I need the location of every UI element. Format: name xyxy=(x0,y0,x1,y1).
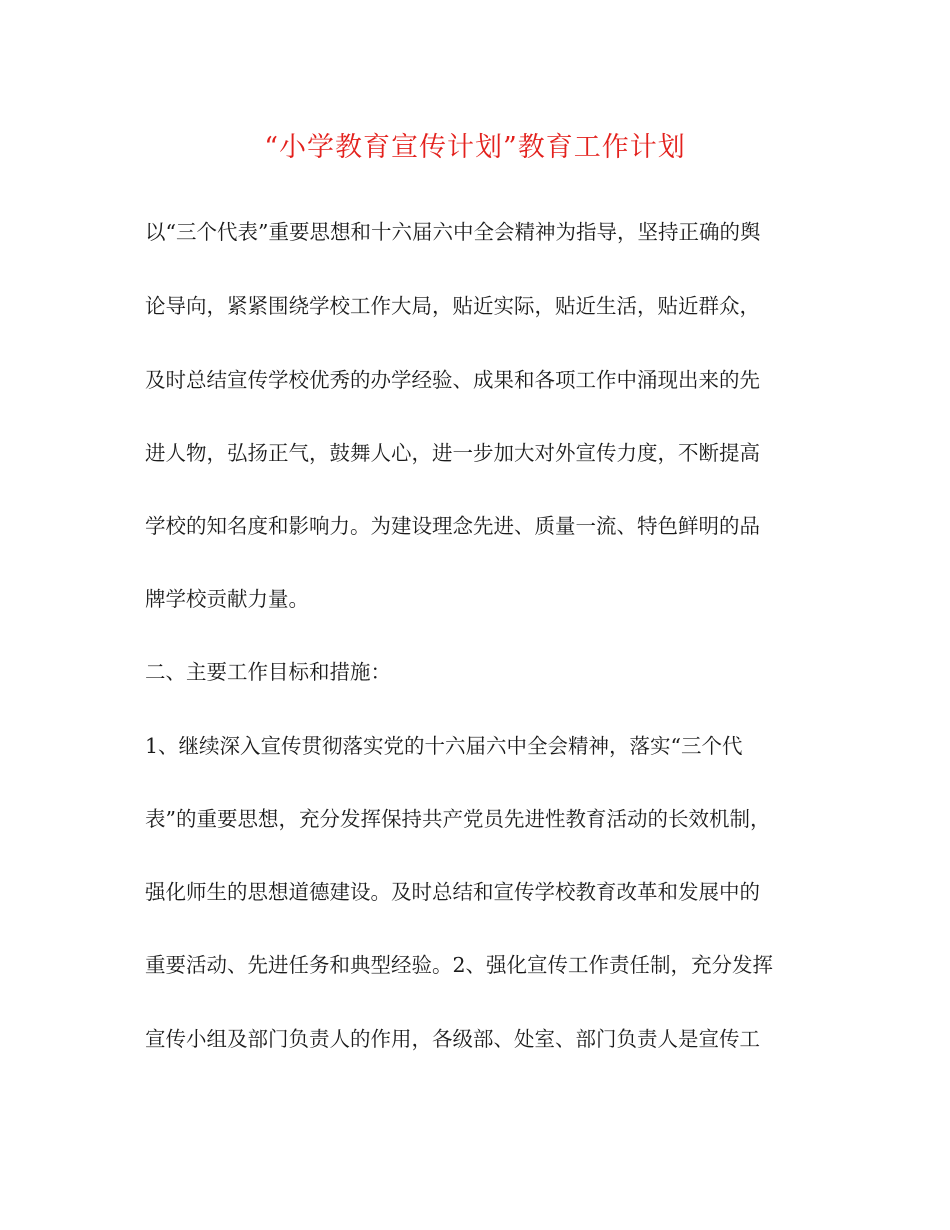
body-line: 宣传小组及部门负责人的作用，各级部、处室、部门负责人是宣传工 xyxy=(145,1027,760,1051)
body-line: 以“三个代表”重要思想和十六届六中全会精神为指导，坚持正确的舆 xyxy=(145,220,761,244)
body-line: 重要活动、先进任务和典型经验。2、强化宣传工作责任制，充分发挥 xyxy=(145,953,774,977)
document-title: “小学教育宣传计划”教育工作计划 xyxy=(264,132,686,163)
body-line: 强化师生的思想道德建设。及时总结和宣传学校教育改革和发展中的 xyxy=(145,880,760,904)
body-line: 及时总结宣传学校优秀的办学经验、成果和各项工作中涌现出来的先 xyxy=(145,368,760,392)
body-line: 论导向，紧紧围绕学校工作大局，贴近实际，贴近生活，贴近群众， xyxy=(145,294,760,318)
body-line: 牌学校贡献力量。 xyxy=(145,587,309,611)
body-line: 表”的重要思想，充分发挥保持共产党员先进性教育活动的长效机制， xyxy=(145,807,771,831)
section-heading: 二、主要工作目标和措施： xyxy=(145,660,391,684)
body-line: 进人物，弘扬正气，鼓舞人心，进一步加大对外宣传力度，不断提高 xyxy=(145,441,760,465)
body-line: 学校的知名度和影响力。为建设理念先进、质量一流、特色鲜明的品 xyxy=(145,514,760,538)
body-line: 1、继续深入宣传贯彻落实党的十六届六中全会精神，落实“三个代 xyxy=(145,734,743,758)
